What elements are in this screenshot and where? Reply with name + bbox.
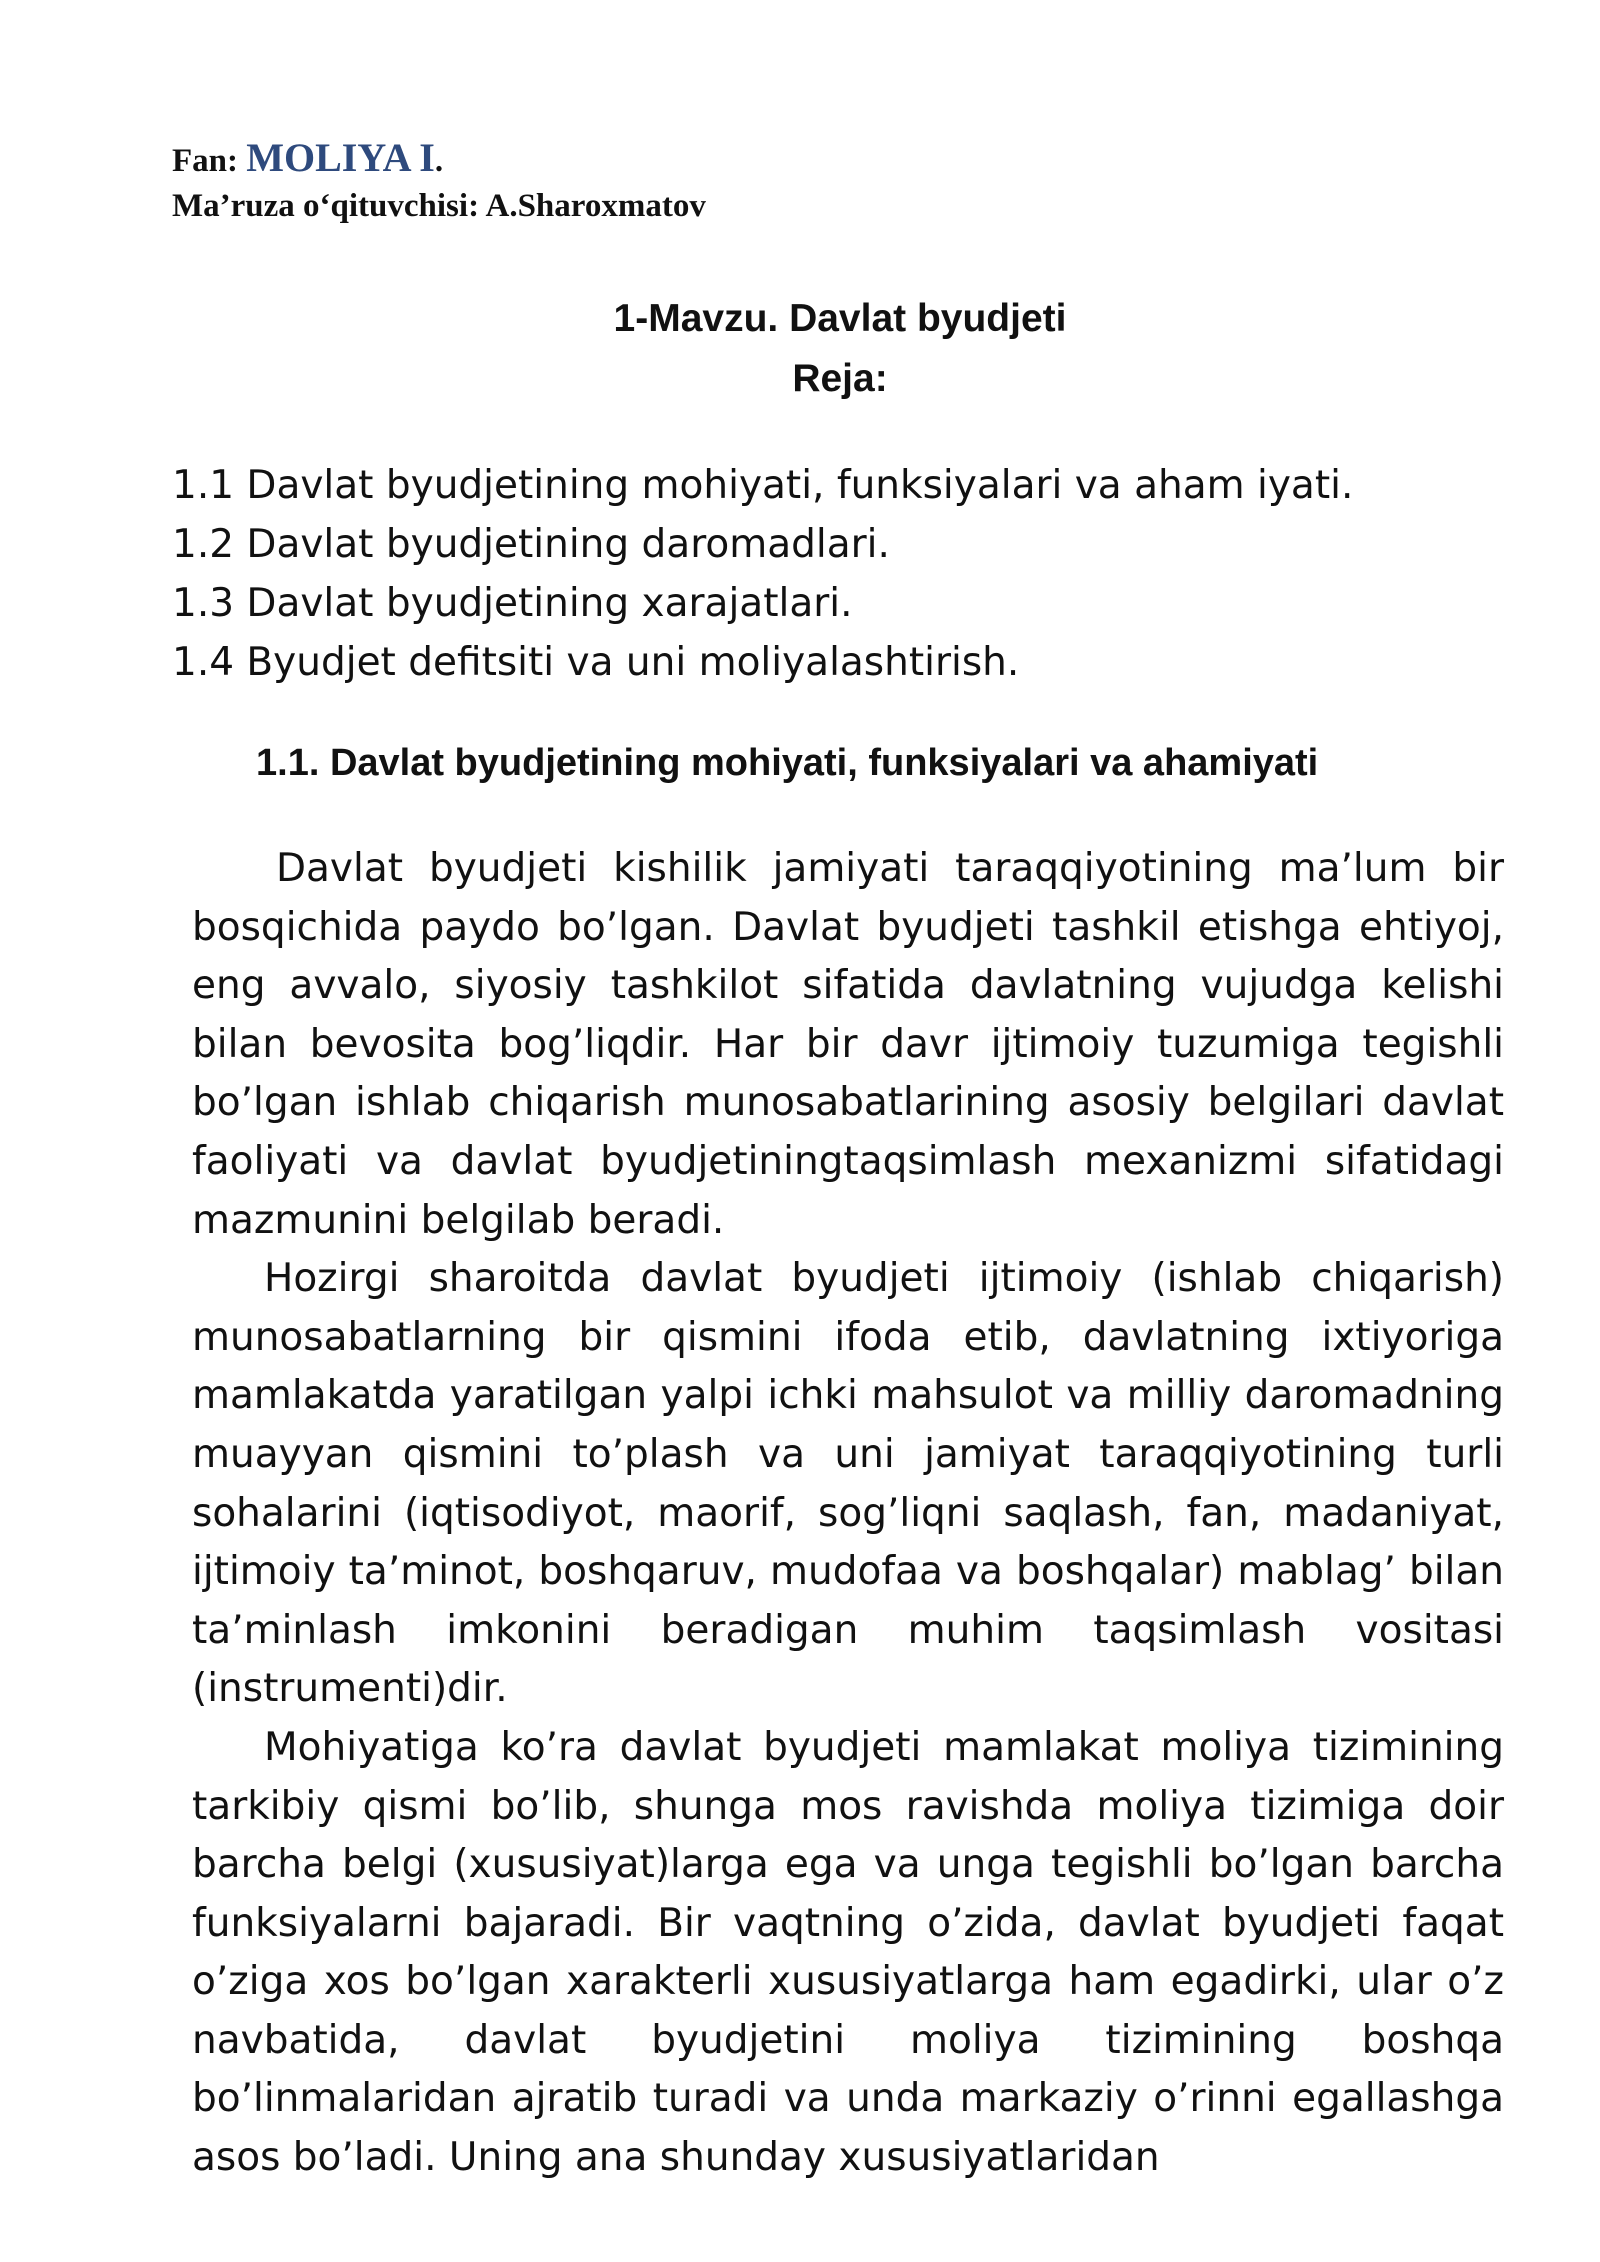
body-text bbox=[192, 840, 1504, 2188]
plan-heading: Reja: bbox=[792, 357, 888, 400]
paragraph: Davlat byudjeti kishilik jamiyati taraqqiyotining ma’lum bir bosqichida paydo bo’lgan. Davlat byudjeti tashkil etishga ehtiyoj, eng avvalo, siyosiy tashkilot sifatida davlatning vujudga kelishi bilan bevosita bog’liqdir. Har bir davr ijtimoiy tuzumiga tegishli bo’lgan ishlab chiqarish munosabatlarining asosiy belgilari davlat faoliyati va davlat byudjetiningtaqsimlash mexanizmi sifatidagi mazmunini belgilab beradi. bbox=[192, 846, 1504, 1243]
course-title-dot: . bbox=[434, 143, 444, 179]
lecturer-name: A.Sharoxmatov bbox=[485, 188, 706, 224]
course-title: MOLIYA I bbox=[246, 135, 435, 180]
course-label: Fan: bbox=[172, 143, 238, 179]
section-heading: 1.1. Davlat byudjetining mohiyati, funksiyalari va ahamiyati bbox=[256, 742, 1319, 784]
plan-item: 1.2 Davlat byudjetining daromadlari. bbox=[172, 522, 890, 567]
lecturer-label: Ma’ruza o‘qituvchisi: bbox=[172, 188, 480, 224]
paragraph: Hozirgi sharoitda davlat byudjeti ijtimoiy (ishlab chiqarish) munosabatlarning bir qismini ifoda etib, davlatning ixtiyoriga mamlakatda yaratilgan yalpi ichki mahsulot va milliy daromadning muayyan qismini to’plash va uni jamiyat taraqqiyotining turli sohalarini (iqtisodiyot, maorif, sog’liqni saqlash, fan, madaniyat, ijtimoiy ta’minot, boshqaruv, mudofaa va boshqalar) mablag’ bilan ta’minlash imkonini beradigan muhim taqsimlash vositasi (instrumenti)dir. bbox=[192, 1256, 1504, 1712]
topic-title: 1-Mavzu. Davlat byudjeti bbox=[613, 297, 1067, 340]
paragraph: Mohiyatiga ko’ra davlat byudjeti mamlakat moliya tizimining tarkibiy qismi bo’lib, shunga mos ravishda moliya tizimiga doir barcha belgi (xususiyat)larga ega va unga tegishli bo’lgan barcha funksiyalarni bajaradi. Bir vaqtning o’zida, davlat byudjeti faqat o’ziga xos bo’lgan xarakterli xususiyatlarga ham egadirki, ular o’z navbatida, davlat byudjetini moliya tizimining boshqa bo’linmalaridan ajratib turadi va unda markaziy o’rinni egallashga asos bo’ladi. Uning ana shunday xususiyatlaridan bbox=[192, 1724, 1504, 2181]
plan-item: 1.4 Byudjet defitsiti va uni moliyalashtirish. bbox=[172, 640, 1020, 685]
plan-item: 1.1 Davlat byudjetining mohiyati, funksiyalari va aham iyati. bbox=[172, 463, 1354, 508]
plan-item: 1.3 Davlat byudjetining xarajatlari. bbox=[172, 581, 853, 626]
plan-list bbox=[172, 456, 1353, 692]
course-line bbox=[172, 136, 443, 183]
lecturer-line bbox=[172, 184, 706, 228]
